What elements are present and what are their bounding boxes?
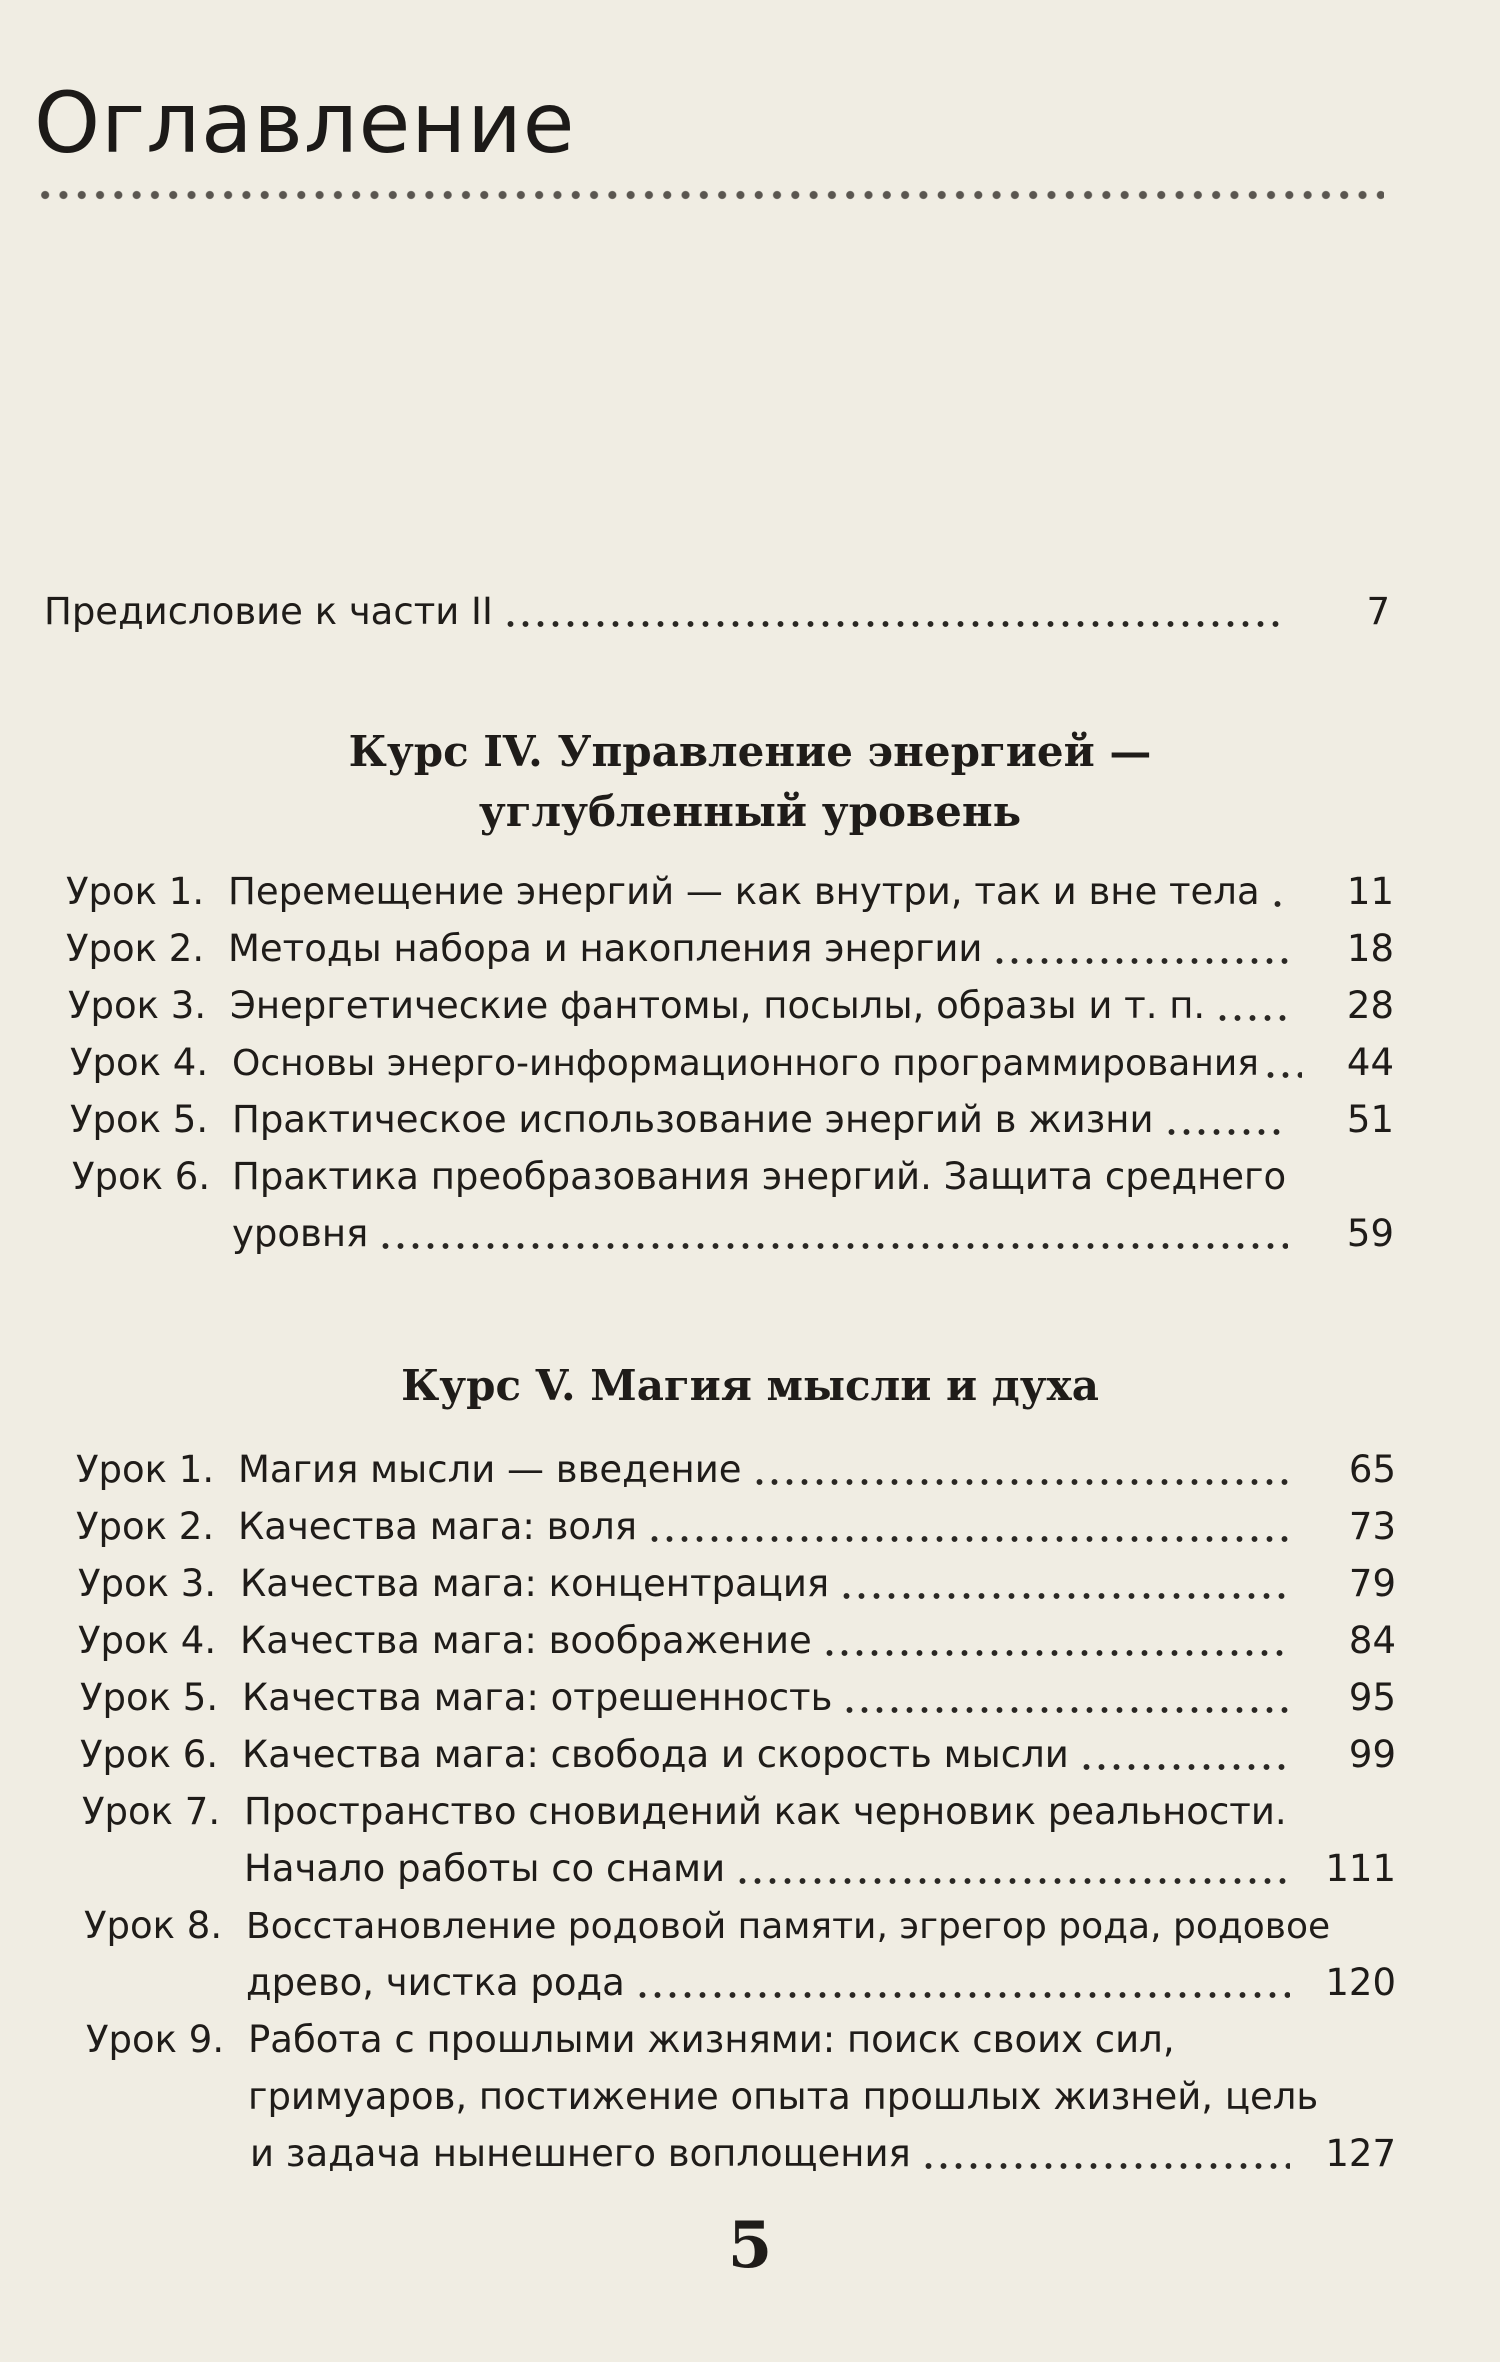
lesson-title: Практическое использование энергий в жизни [232, 1098, 1154, 1141]
page-ref: 79 [1348, 1562, 1396, 1605]
entry-label: Предисловие к части II [44, 590, 493, 633]
toc-entry[interactable] [66, 927, 1394, 970]
page-ref: 28 [1346, 984, 1394, 1027]
toc-entry-line[interactable] [248, 2075, 1396, 2118]
lesson-title: Основы энерго-информационного программирования [232, 1043, 1259, 1084]
lesson-title: Пространство сновидений как черновик реальности. [244, 1790, 1287, 1833]
lesson-title: Энергетические фантомы, посылы, образы и т. п. [230, 984, 1206, 1027]
page-ref: 44 [1346, 1041, 1394, 1084]
page-ref: 65 [1348, 1448, 1396, 1491]
lesson-title: Восстановление родовой памяти, эгрегор рода, родовое [246, 1906, 1331, 1947]
lesson-label: Урок 2. [66, 927, 205, 970]
toc-entry-line[interactable] [86, 2018, 1396, 2061]
toc-entry[interactable] [80, 1733, 1396, 1776]
course-heading [0, 722, 1500, 842]
lesson-label: Урок 7. [82, 1790, 221, 1833]
page-ref: 7 [1366, 590, 1390, 633]
dot-leader [647, 1535, 1290, 1543]
toc-entry[interactable] [70, 1098, 1394, 1141]
page-ref: 111 [1325, 1847, 1396, 1890]
lesson-title: Качества мага: воля [238, 1505, 637, 1548]
toc-entry[interactable] [66, 870, 1394, 913]
lesson-title: Качества мага: воображение [240, 1619, 812, 1662]
page-ref: 73 [1348, 1505, 1396, 1548]
lesson-title: Магия мысли — введение [238, 1448, 742, 1491]
page-number: 5 [727, 2208, 773, 2283]
lesson-title-cont: и задача нынешнего воплощения [250, 2132, 911, 2175]
page-ref: 51 [1346, 1098, 1394, 1141]
toc-entry-line[interactable] [84, 1904, 1396, 1947]
lesson-label: Урок 3. [78, 1562, 217, 1605]
lesson-title-cont: уровня [232, 1212, 369, 1255]
dot-leader [1215, 1014, 1288, 1022]
toc-entry-preface[interactable] [44, 590, 1390, 633]
toc-entry-line[interactable] [232, 1212, 1394, 1255]
course-heading [0, 1356, 1500, 1416]
lesson-label: Урок 5. [70, 1098, 209, 1141]
lesson-label: Урок 6. [72, 1155, 211, 1198]
dot-leader [992, 957, 1288, 965]
dot-leader [635, 1991, 1290, 1999]
dot-leader [1164, 1128, 1288, 1136]
lesson-title-cont: Начало работы со снами [244, 1847, 726, 1890]
dot-leader [378, 1242, 1288, 1250]
toc-entry[interactable] [70, 1041, 1394, 1084]
lesson-title: Качества мага: свобода и скорость мысли [242, 1733, 1069, 1776]
lesson-title: Методы набора и накопления энергии [228, 927, 983, 970]
page-ref: 84 [1348, 1619, 1396, 1662]
page-ref: 99 [1348, 1733, 1396, 1776]
dot-leader [735, 1877, 1290, 1885]
toc-entry[interactable] [80, 1676, 1396, 1719]
page-ref: 59 [1346, 1212, 1394, 1255]
lesson-title: Перемещение энергий — как внутри, так и вне тела [228, 870, 1260, 913]
lesson-label: Урок 5. [80, 1676, 219, 1719]
dot-leader [1079, 1763, 1290, 1771]
toc-entry-line[interactable] [82, 1790, 1396, 1833]
toc-entry[interactable] [78, 1562, 1396, 1605]
toc-entry-line[interactable] [72, 1155, 1394, 1198]
lesson-label: Урок 4. [78, 1619, 217, 1662]
course-title-line: углубленный уровень [478, 787, 1022, 836]
lesson-label: Урок 9. [86, 2018, 225, 2061]
dot-leader [752, 1478, 1290, 1486]
lesson-title: Качества мага: отрешенность [242, 1676, 833, 1719]
lesson-title: Работа с прошлыми жизнями: поиск своих сил, [248, 2018, 1175, 2061]
lesson-title-cont: древо, чистка рода [246, 1961, 625, 2004]
lesson-label: Урок 1. [76, 1448, 215, 1491]
toc-entry-line[interactable] [244, 1847, 1396, 1890]
page-ref: 95 [1348, 1676, 1396, 1719]
toc-entry[interactable] [68, 984, 1394, 1027]
lesson-label: Урок 3. [68, 984, 207, 1027]
dot-leader [822, 1649, 1290, 1657]
page-ref: 120 [1325, 1961, 1396, 2004]
dot-leader [503, 620, 1284, 628]
page-ref: 11 [1346, 870, 1394, 913]
page-ref: 18 [1346, 927, 1394, 970]
toc-entry-line[interactable] [246, 1961, 1396, 2004]
toc-entry-line[interactable] [250, 2132, 1396, 2175]
lesson-label: Урок 8. [84, 1904, 223, 1947]
dotted-divider [36, 188, 1384, 202]
dot-leader [842, 1706, 1290, 1714]
toc-entry[interactable] [78, 1619, 1396, 1662]
lesson-title: Качества мага: концентрация [240, 1562, 830, 1605]
lesson-label: Урок 6. [80, 1733, 219, 1776]
toc-entry[interactable] [76, 1448, 1396, 1491]
course-title-line: Курс IV. Управление энергией — [348, 727, 1152, 776]
lesson-label: Урок 1. [66, 870, 205, 913]
toc-entry[interactable] [76, 1505, 1396, 1548]
page-ref: 127 [1325, 2132, 1396, 2175]
lesson-title: Практика преобразования энергий. Защита среднего [232, 1155, 1287, 1198]
dot-leader [921, 2162, 1290, 2170]
lesson-title-cont: гримуаров, постижение опыта прошлых жизней, цель [248, 2075, 1319, 2118]
page-title: Оглавление [34, 74, 576, 172]
course-title-line: Курс V. Магия мысли и духа [401, 1361, 1099, 1410]
dot-leader [1263, 1071, 1302, 1079]
lesson-label: Урок 4. [70, 1041, 209, 1084]
lesson-label: Урок 2. [76, 1505, 215, 1548]
dot-leader [839, 1592, 1290, 1600]
dot-leader [1270, 900, 1288, 908]
